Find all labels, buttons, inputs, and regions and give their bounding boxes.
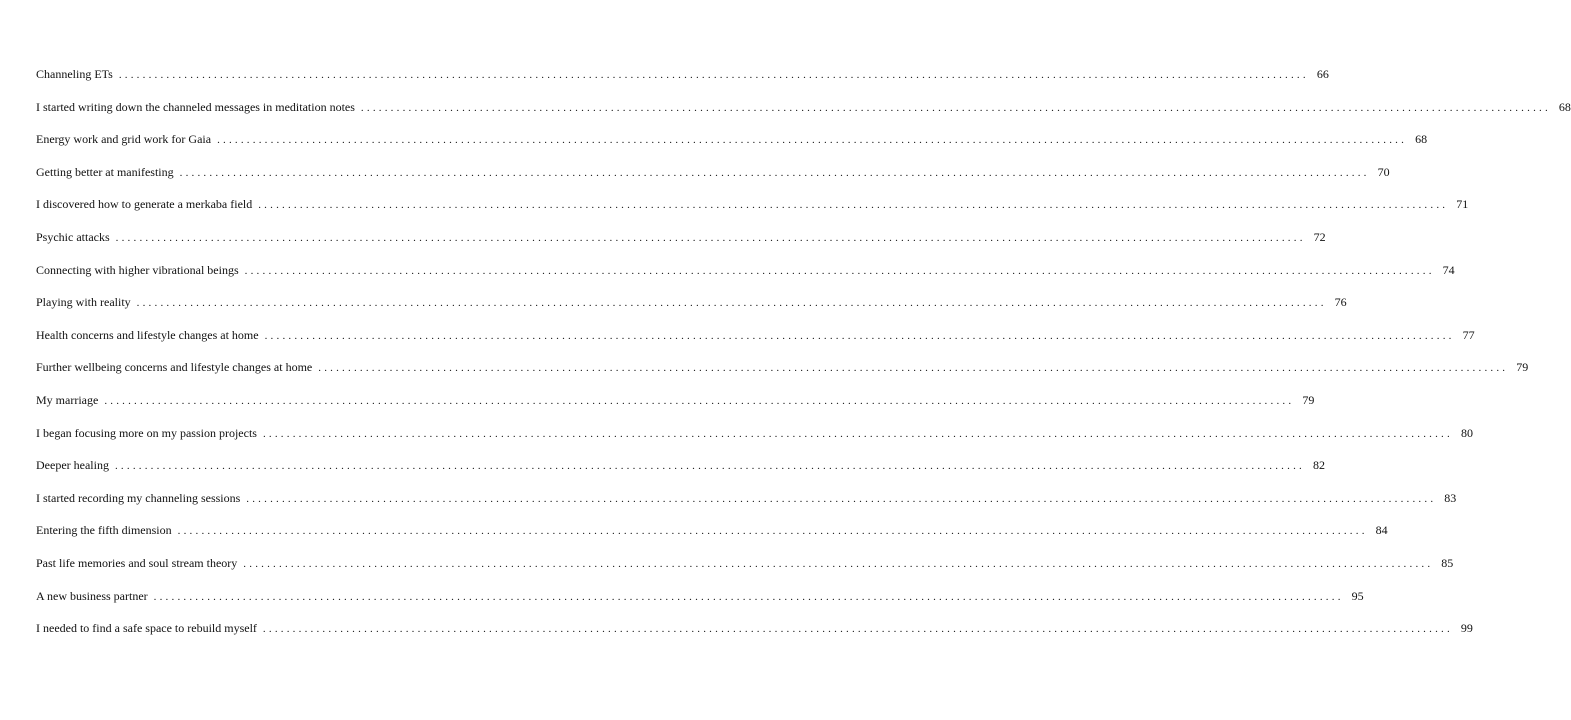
toc-leader-dots: ........................................................................................................................................................................................................ [360, 101, 1551, 114]
toc-leader-dots: ........................................................................................................................................................................................................ [258, 199, 1449, 212]
toc-entry-page: 82 [1312, 458, 1325, 473]
toc-entry-page: 79 [1302, 392, 1315, 407]
toc-entry-title: Playing with reality [36, 295, 131, 310]
toc-leader-dots: ........................................................................................................................................................................................................ [246, 492, 1437, 505]
toc-entry-title: I started writing down the channeled messages in meditation notes [36, 99, 355, 114]
toc-leader-dots: ........................................................................................................................................................................................................ [177, 525, 1368, 538]
toc-entry-page: 77 [1462, 327, 1475, 342]
toc-entry[interactable] [36, 131, 1428, 164]
toc-entry-title: My marriage [36, 392, 99, 407]
toc-leader-dots: ........................................................................................................................................................................................................ [318, 362, 1509, 375]
toc-entry[interactable] [36, 66, 1329, 99]
toc-entry-title: Further wellbeing concerns and lifestyle changes at home [36, 360, 313, 375]
toc-entry-page: 72 [1313, 229, 1326, 244]
toc-entry-page: 68 [1415, 132, 1428, 147]
toc-entry[interactable] [36, 425, 1473, 458]
toc-entry-title: Connecting with higher vibrational beings [36, 262, 239, 277]
toc-leader-dots: ........................................................................................................................................................................................................ [153, 590, 1344, 603]
toc-entry-page: 84 [1375, 523, 1388, 538]
toc-entry[interactable] [36, 392, 1315, 425]
toc-entry-title: I discovered how to generate a merkaba field [36, 197, 253, 212]
toc-entry-title: Energy work and grid work for Gaia [36, 132, 212, 147]
toc-entry-page: 99 [1460, 621, 1473, 636]
toc-leader-dots: ........................................................................................................................................................................................................ [115, 231, 1306, 244]
toc-leader-dots: ........................................................................................................................................................................................................ [262, 623, 1453, 636]
toc-entry[interactable] [36, 359, 1529, 392]
toc-entry-title: Channeling ETs [36, 67, 113, 81]
toc-entry-title: Deeper healing [36, 458, 109, 473]
table-of-contents [36, 66, 1571, 653]
toc-entry-title: Getting better at manifesting [36, 164, 174, 179]
toc-entry-title: Past life memories and soul stream theory [36, 555, 238, 570]
toc-entry[interactable] [36, 164, 1390, 197]
toc-entry[interactable] [36, 522, 1388, 555]
toc-entry[interactable] [36, 229, 1326, 262]
toc-leader-dots: ........................................................................................................................................................................................................ [179, 166, 1370, 179]
toc-entry[interactable] [36, 620, 1473, 653]
toc-entry[interactable] [36, 457, 1325, 490]
toc-entry-page: 79 [1516, 360, 1529, 375]
toc-entry-title: I began focusing more on my passion projects [36, 425, 257, 440]
toc-entry-page: 95 [1351, 588, 1364, 603]
toc-entry-page: 70 [1377, 164, 1390, 179]
toc-entry-page: 66 [1316, 67, 1329, 81]
toc-entry[interactable] [36, 490, 1457, 523]
toc-entry-page: 85 [1441, 555, 1454, 570]
toc-entry[interactable] [36, 588, 1364, 621]
toc-entry-page: 80 [1460, 425, 1473, 440]
toc-entry-title: I started recording my channeling sessions [36, 490, 241, 505]
toc-entry[interactable] [36, 99, 1571, 132]
toc-leader-dots: ........................................................................................................................................................................................................ [118, 69, 1309, 81]
toc-entry[interactable] [36, 262, 1455, 295]
toc-entry-page: 76 [1334, 295, 1347, 310]
toc-leader-dots: ........................................................................................................................................................................................................ [217, 134, 1408, 147]
toc-leader-dots: ........................................................................................................................................................................................................ [243, 557, 1434, 570]
toc-leader-dots: ........................................................................................................................................................................................................ [264, 329, 1455, 342]
toc-entry[interactable] [36, 294, 1347, 327]
toc-leader-dots: ........................................................................................................................................................................................................ [104, 394, 1295, 407]
toc-entry[interactable] [36, 196, 1469, 229]
toc-leader-dots: ........................................................................................................................................................................................................ [136, 297, 1327, 310]
toc-entry-title: Entering the fifth dimension [36, 523, 172, 538]
toc-entry-title: I needed to find a safe space to rebuild myself [36, 621, 257, 636]
toc-entry-title: A new business partner [36, 588, 148, 603]
toc-entry[interactable] [36, 555, 1454, 588]
toc-entry-page: 71 [1456, 197, 1469, 212]
toc-entry-page: 83 [1444, 490, 1457, 505]
toc-entry-page: 68 [1558, 99, 1571, 114]
toc-entry-page: 74 [1442, 262, 1455, 277]
toc-leader-dots: ........................................................................................................................................................................................................ [114, 460, 1305, 473]
toc-entry[interactable] [36, 327, 1475, 360]
toc-leader-dots: ........................................................................................................................................................................................................ [262, 427, 1453, 440]
toc-leader-dots: ........................................................................................................................................................................................................ [244, 264, 1435, 277]
toc-entry-title: Psychic attacks [36, 229, 110, 244]
toc-entry-title: Health concerns and lifestyle changes at home [36, 327, 259, 342]
